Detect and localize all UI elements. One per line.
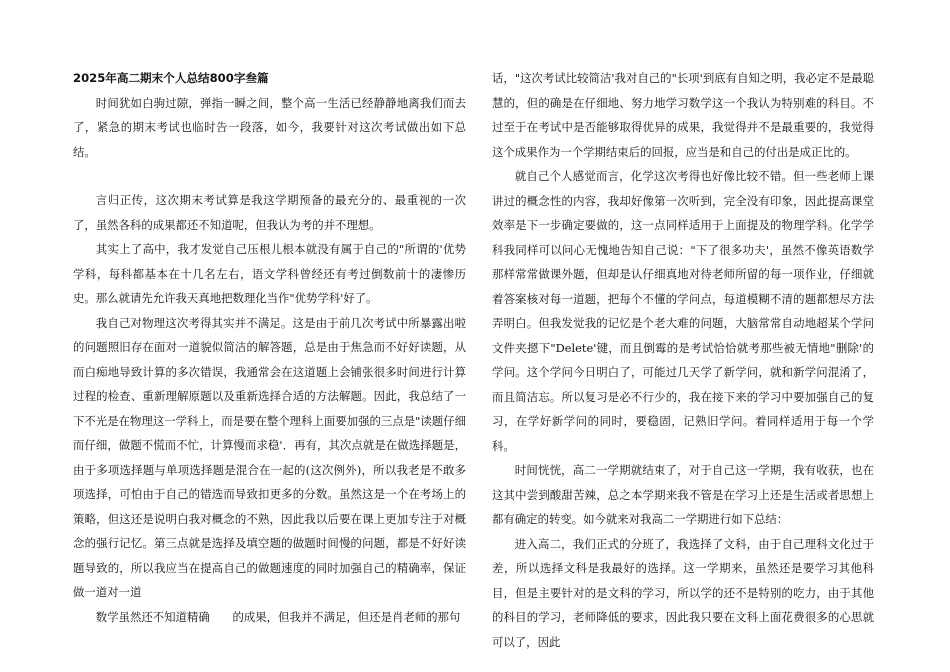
document-title: 2025年高二期末个人总结800字叁篇	[73, 71, 269, 85]
paragraph-3: 其实上了高中，我才发觉自己压根儿根本就没有属于自己的"所谓的'优势学科，每科都基本在十几名左右，语文学科曾经还有考过倒数前十的凄惨历史。那么就请先允许我天真地把数理化当作"优势学科'好了。	[73, 242, 466, 305]
paragraph-2: 言归正传，这次期末考试算是我这学期预备的最充分的、最重视的一次了，虽然各科的成果都还不知道呢，但我认为考的并不理想。	[73, 193, 466, 232]
paragraph-7: 时间恍恍，高二一学期就结束了，对于自己这一学期，我有收获，也在这其中尝到酸甜苦辣，总之本学期来我不管是在学习上还是生活或者思想上都有确定的转变。如今就来对我高二一学期进行如下总结：	[492, 463, 874, 526]
paragraph-5: 数学虽然还不知道精确 的成果，但我并不满足，但还是肖老师的那句	[95, 609, 461, 624]
paragraph-4: 我自己对物理这次考得其实并不满足。这是由于前几次考试中所暴露出啦的问题照旧存在面对一道貌似简洁的解答题，总是由于焦急而不好好读题，从而白痴地导致计算的多次错误，我通常会在这道题上会铺张很多时间进行计算过程的检查、重新理解原题以及重新选择合适的方法解题。因此，我总结了一下不光是在物理这一学科上，而是要在整个理科上面要加强的三点是"读题仔细而仔细，做题不慌而不忙，计算慢而求稳'．再有，其次点就是在做选择题是，由于多项选择题与单项选择题是混合在一起的(这次例外)，所以我老是不敢多项选择，可怕由于自己的错选而导致扣更多的分数。虽然这是一个在考场上的策略，但这还是说明白我对概念的不熟，因此我以后要在课上更加专注于对概念的强行记忆。第三点就是选择及填空题的做题时间慢的问题，都是不好好读题导致的，所以我应当在提高自己的做题速度的同时加强自己的精确率，保证做一道对一道	[73, 315, 466, 599]
paragraph-5-continued: 话，"这次考试比较简洁'我对自己的"长项'到底有自知之明，我必定不是最聪慧的，但的确是在仔细地、努力地学习数学这一个我认为特别难的科目。不过至于在考试中是否能够取得优异的成果，我觉得并不是最重要的，我觉得这个成果作为一个学期结束后的回报，应当是和自己的付出是成正比的。	[492, 71, 874, 159]
right-column	[492, 66, 874, 654]
paragraph-8: 进入高二，我们正式的分班了，我选择了文科，由于自己理科文化过于差，所以选择文科是我最好的选择。这一学期来，虽然还是要学习其他科目，但是主要针对的是文科的学习，所以学的还不是特别的吃力，由于其他的科目的学习，老师降低的要求，因此我只要在文科上面花费很多的心思就可以了，因此	[492, 536, 874, 649]
left-column	[73, 66, 466, 629]
paragraph-1: 时间犹如白驹过隙，弹指一瞬之间，整个高一生活已经静静地离我们而去了，紧急的期末考试也临时告一段落，如今，我要针对这次考试做出如下总结。	[73, 95, 466, 159]
paragraph-6: 就自己个人感觉而言，化学这次考得也好像比较不错。但一些老师上课讲过的概念性的内容，我却好像第一次听到，完全没有印象，因此提高课堂效率是下一步确定要做的，这一点同样适用于上面提及的物理学科。化学学科我同样可以问心无愧地告知自己说："下了很多功夫'，虽然不像英语数学那样常常做课外题，但却是认仔细真地对待老师所留的每一项作业，仔细就着答案核对每一道题，把每个不懂的学问点，每道模糊不清的题都想尽方法弄明白。但我发觉我的记忆是个老大难的问题，大脑常常自动地超某个学问文件夹摁下"Delete'键，而且倒霉的是考试恰恰就考那些被无情地"删除'的学问。这个学问今日明白了，可能过几天学了新学问，就和新学问混淆了，而且简洁忘。所以复习是必不行少的，我在接下来的学习中要加强自己的复习，在学好新学问的同时，要稳固，记熟旧学问。着同样适用于每一个学科。	[492, 169, 874, 453]
paragraph-gap	[73, 164, 466, 188]
